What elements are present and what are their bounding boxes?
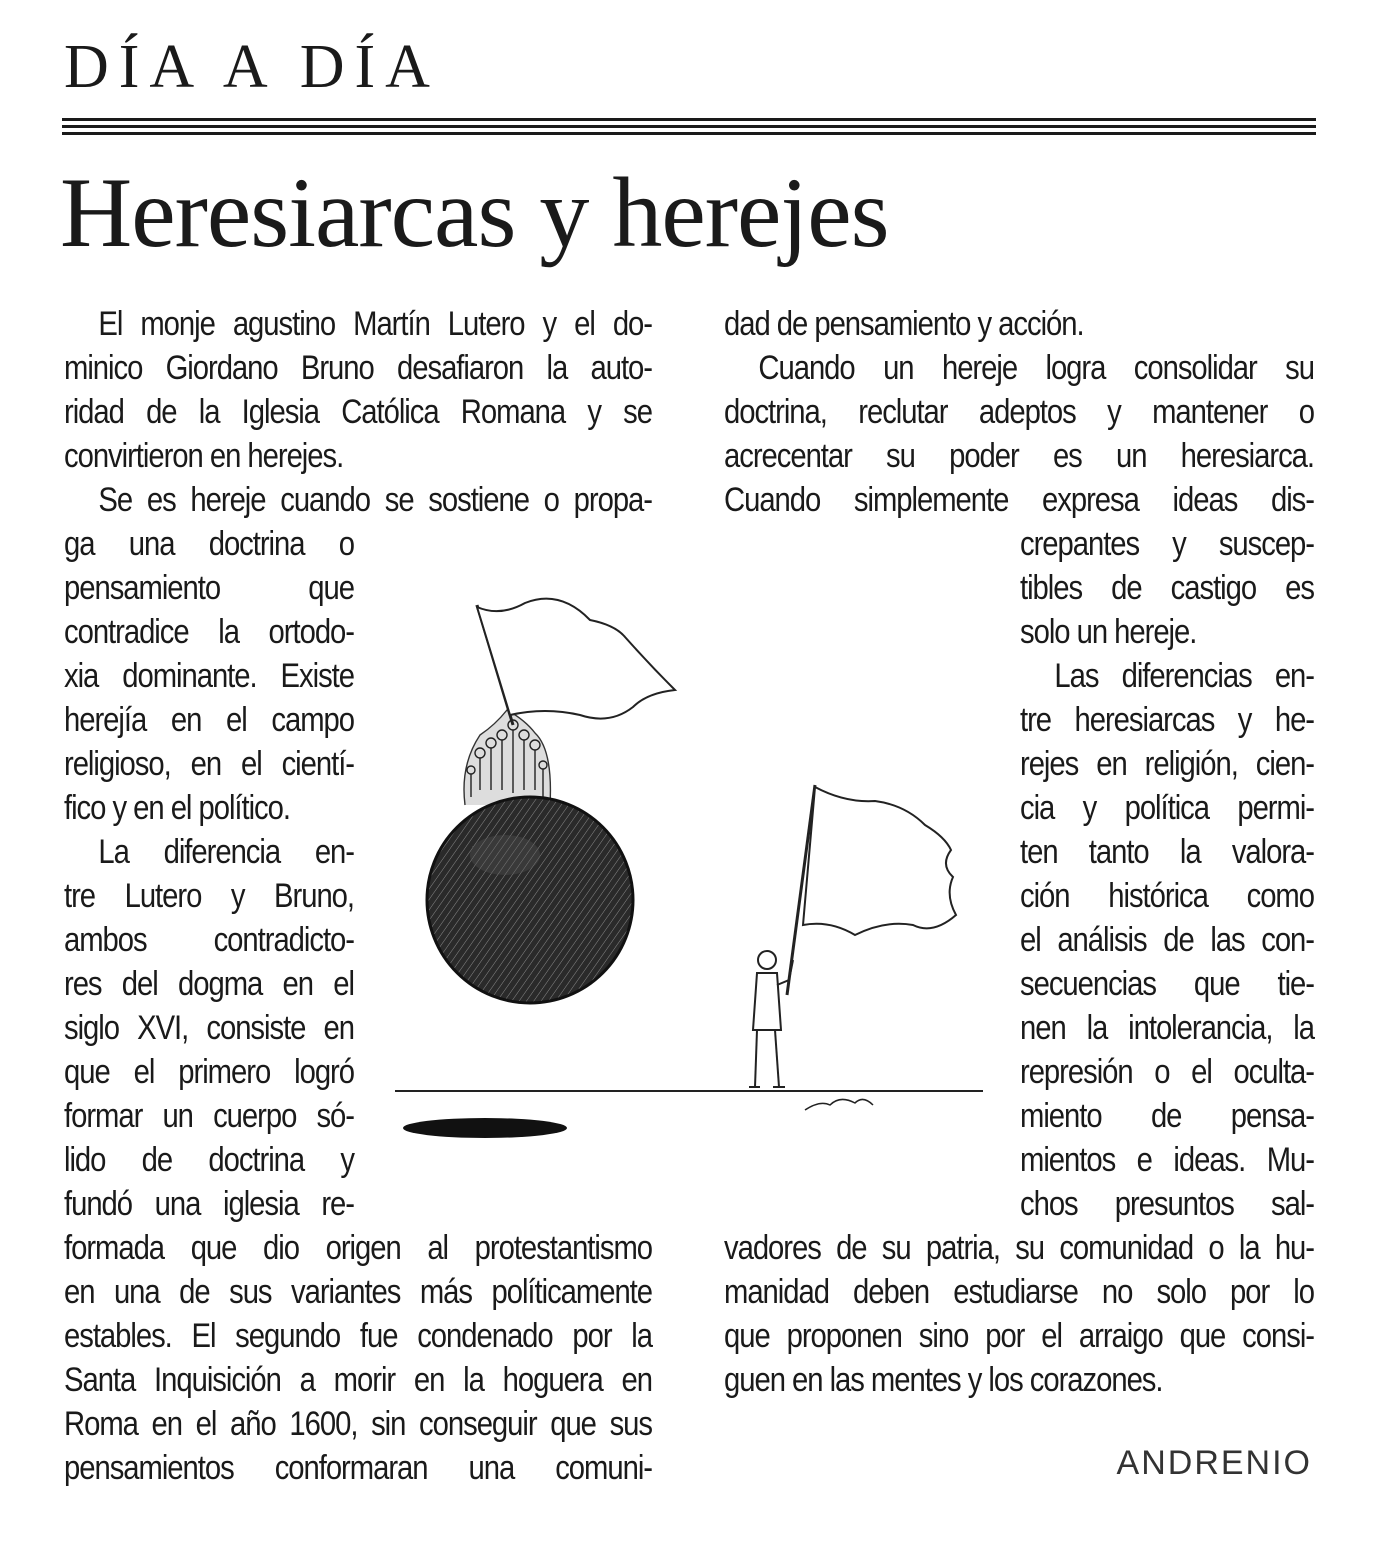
article-line: ción histórica como xyxy=(1020,877,1314,915)
article-line: formar un cuerpo só- xyxy=(64,1097,354,1135)
article-line: Las diferencias en- xyxy=(1054,657,1314,695)
article-line: fico y en el político. xyxy=(64,789,290,827)
article-line: que el primero logró xyxy=(64,1053,354,1091)
article-line: xia dominante. Existe xyxy=(64,657,354,695)
article-line: ridad de la Iglesia Católica Romana y se xyxy=(64,393,652,431)
crowd-icon xyxy=(464,710,550,805)
article-line: fundó una iglesia re- xyxy=(64,1185,354,1223)
article-line: cia y política permi- xyxy=(1020,789,1314,827)
article-line: Cuando simplemente expresa ideas dis- xyxy=(724,481,1314,519)
article-line: que proponen sino por el arraigo que consi- xyxy=(724,1317,1314,1355)
article-line: Roma en el año 1600, sin conseguir que sus xyxy=(64,1405,652,1443)
article-line: tibles de castigo es xyxy=(1020,569,1314,607)
article-line: miento de pensa- xyxy=(1020,1097,1314,1135)
lone-man-icon xyxy=(749,951,793,1087)
article-line: formada que dio origen al protestantismo xyxy=(64,1229,652,1267)
article-line: minico Giordano Bruno desafiaron la auto- xyxy=(64,349,652,387)
artist-signature-icon xyxy=(805,1099,873,1110)
article-line: El monje agustino Martín Lutero y el do- xyxy=(98,305,652,343)
header-rule xyxy=(62,118,1316,139)
article-line: ambos contradicto- xyxy=(64,921,354,959)
article-line: herejía en el campo xyxy=(64,701,354,739)
article-line: res del dogma en el xyxy=(64,965,354,1003)
article-line: crepantes y suscep- xyxy=(1020,525,1314,563)
article-line: siglo XVI, consiste en xyxy=(64,1009,354,1047)
article-line: solo un hereje. xyxy=(1020,613,1197,651)
globe-icon xyxy=(427,797,633,1003)
article-line: nen la intolerancia, la xyxy=(1020,1009,1314,1047)
article-line: contradice la ortodo- xyxy=(64,613,354,651)
article-line: en una de sus variantes más políticamente xyxy=(64,1273,652,1311)
article-line: religioso, en el cientí- xyxy=(64,745,354,783)
article-line: mientos e ideas. Mu- xyxy=(1020,1141,1314,1179)
article-line: vadores de su patria, su comunidad o la hu- xyxy=(724,1229,1314,1267)
article-line: chos presuntos sal- xyxy=(1020,1185,1314,1223)
article-line: acrecentar su poder es un heresiarca. xyxy=(724,437,1314,475)
article-line: represión o el oculta- xyxy=(1020,1053,1314,1091)
cartoon-illustration xyxy=(385,575,985,1145)
article-line: guen en las mentes y los corazones. xyxy=(724,1361,1163,1399)
flag-crowd-icon xyxy=(477,599,675,725)
section-title: DÍA A DÍA xyxy=(64,33,440,101)
article-line: La diferencia en- xyxy=(98,833,354,871)
article-line: tre Lutero y Bruno, xyxy=(64,877,354,915)
article-line: ten tanto la valora- xyxy=(1020,833,1314,871)
article-line: Se es hereje cuando se sostiene o propa- xyxy=(98,481,652,519)
flag-lone-man-icon xyxy=(787,785,956,995)
article-line: rejes en religión, cien- xyxy=(1020,745,1314,783)
article-line: Santa Inquisición a morir en la hoguera en xyxy=(64,1361,652,1399)
article-line: ga una doctrina o xyxy=(64,525,354,563)
article-line: Cuando un hereje logra consolidar su xyxy=(758,349,1314,387)
shadow-icon xyxy=(403,1118,567,1138)
article-line: doctrina, reclutar adeptos y mantener o xyxy=(724,393,1314,431)
article-line: manidad deben estudiarse no solo por lo xyxy=(724,1273,1314,1311)
article-line: pensamientos conformaran una comuni- xyxy=(64,1449,652,1487)
article-line: estables. El segundo fue condenado por la xyxy=(64,1317,652,1355)
article-line: tre heresiarcas y he- xyxy=(1020,701,1314,739)
article-line: secuencias que tie- xyxy=(1020,965,1314,1003)
author-signature: ANDRENIO xyxy=(1116,1444,1312,1482)
article-line: convirtieron en herejes. xyxy=(64,437,344,475)
article-line: lido de doctrina y xyxy=(64,1141,354,1179)
article-line: dad de pensamiento y acción. xyxy=(724,305,1084,343)
article-line: pensamiento que xyxy=(64,569,354,607)
article-line: el análisis de las con- xyxy=(1020,921,1314,959)
headline: Heresiarcas y herejes xyxy=(60,157,889,268)
